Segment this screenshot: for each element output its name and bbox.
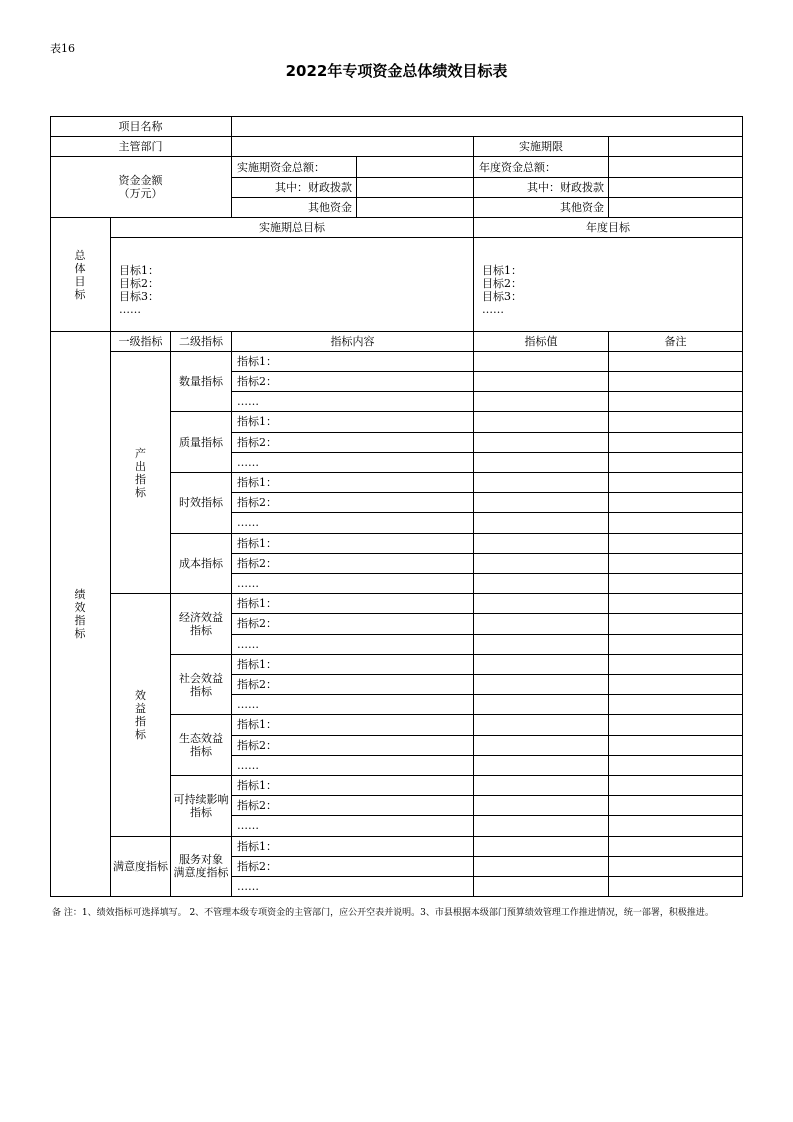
level2-cell: 质量指标 <box>171 412 232 473</box>
dept-label: 主管部门 <box>50 137 232 157</box>
indicator-value[interactable] <box>474 554 609 574</box>
indicator-note[interactable] <box>609 715 743 735</box>
other-label-period: 其他资金 <box>232 198 357 218</box>
indicator-value[interactable] <box>474 816 609 836</box>
indicator-value[interactable] <box>474 574 609 594</box>
funds-label: 资金金额 （万元） <box>50 157 232 218</box>
indicator-content[interactable]: 指标2： <box>232 857 474 877</box>
indicator-note[interactable] <box>609 352 743 372</box>
indicator-note[interactable] <box>609 877 743 897</box>
period-label: 实施期限 <box>474 137 609 157</box>
indicator-note[interactable] <box>609 857 743 877</box>
indicator-content[interactable]: 指标1： <box>232 412 474 432</box>
fiscal-label-period: 其中：财政拨款 <box>232 178 357 198</box>
col-value: 指标值 <box>474 332 609 352</box>
level2-cell: 服务对象 满意度指标 <box>171 837 232 898</box>
annual-goal-body[interactable] <box>474 238 743 332</box>
indicator-note[interactable] <box>609 695 743 715</box>
indicator-value[interactable] <box>474 756 609 776</box>
level2-cell: 可持续影响 指标 <box>171 776 232 837</box>
indicator-value[interactable] <box>474 635 609 655</box>
indicator-note[interactable] <box>609 493 743 513</box>
level2-cell: 数量指标 <box>171 352 232 412</box>
col-content: 指标内容 <box>232 332 474 352</box>
level1-cell: 满意度指标 <box>111 837 171 898</box>
metrics-label: 绩 效 指 标 <box>50 332 111 897</box>
level2-cell: 社会效益 指标 <box>171 655 232 716</box>
level2-cell: 经济效益 指标 <box>171 594 232 655</box>
indicator-note[interactable] <box>609 412 743 432</box>
indicator-value[interactable] <box>474 433 609 453</box>
annual-total-field[interactable] <box>609 157 743 178</box>
indicator-content[interactable]: 指标2： <box>232 736 474 756</box>
indicator-content[interactable]: 指标2： <box>232 372 474 392</box>
indicator-note[interactable] <box>609 574 743 594</box>
indicator-note[interactable] <box>609 736 743 756</box>
indicator-value[interactable] <box>474 614 609 634</box>
indicator-content[interactable]: …… <box>232 392 474 412</box>
indicator-value[interactable] <box>474 837 609 857</box>
level2-cell: 成本指标 <box>171 534 232 595</box>
indicator-note[interactable] <box>609 433 743 453</box>
indicator-content[interactable]: 指标2： <box>232 675 474 695</box>
col-level1: 一级指标 <box>111 332 171 352</box>
indicator-value[interactable] <box>474 736 609 756</box>
level1-cell: 效 益 指 标 <box>111 594 171 836</box>
period-total-label: 实施期资金总额： <box>232 157 357 178</box>
indicator-value[interactable] <box>474 877 609 897</box>
indicator-content[interactable]: 指标1： <box>232 534 474 554</box>
indicator-note[interactable] <box>609 756 743 776</box>
fiscal-field-period[interactable] <box>357 178 474 198</box>
indicator-note[interactable] <box>609 392 743 412</box>
indicator-note[interactable] <box>609 816 743 836</box>
annual-goal-header: 年度目标 <box>474 218 743 238</box>
project-name-label: 项目名称 <box>50 116 232 137</box>
indicator-content[interactable]: …… <box>232 574 474 594</box>
indicator-value[interactable] <box>474 392 609 412</box>
other-field-period[interactable] <box>357 198 474 218</box>
fiscal-field-annual[interactable] <box>609 178 743 198</box>
level1-cell: 产 出 指 标 <box>111 352 171 594</box>
indicator-note[interactable] <box>609 776 743 796</box>
indicator-note[interactable] <box>609 655 743 675</box>
indicator-value[interactable] <box>474 473 609 493</box>
level2-cell: 生态效益 指标 <box>171 715 232 776</box>
indicator-value[interactable] <box>474 453 609 473</box>
indicator-content[interactable]: …… <box>232 756 474 776</box>
indicator-note[interactable] <box>609 594 743 614</box>
indicator-note[interactable] <box>609 635 743 655</box>
goal-item: 目标2： <box>482 276 522 290</box>
indicator-note[interactable] <box>609 554 743 574</box>
indicator-content[interactable]: …… <box>232 635 474 655</box>
goal-item: 目标3： <box>119 289 159 303</box>
indicator-content[interactable]: 指标2： <box>232 554 474 574</box>
indicator-note[interactable] <box>609 473 743 493</box>
indicator-content[interactable]: 指标2： <box>232 796 474 816</box>
indicator-content[interactable]: …… <box>232 695 474 715</box>
indicator-content[interactable]: 指标1： <box>232 473 474 493</box>
goal-item: 目标3： <box>482 289 522 303</box>
other-label-annual: 其他资金 <box>474 198 609 218</box>
indicator-value[interactable] <box>474 534 609 554</box>
project-name-field[interactable] <box>232 116 743 137</box>
indicator-value[interactable] <box>474 776 609 796</box>
period-field[interactable] <box>609 137 743 157</box>
indicator-value[interactable] <box>474 594 609 614</box>
col-note: 备注 <box>609 332 743 352</box>
indicator-value[interactable] <box>474 675 609 695</box>
goal-item: 目标1： <box>119 263 159 277</box>
indicator-content[interactable]: …… <box>232 877 474 897</box>
indicator-value[interactable] <box>474 715 609 735</box>
footer-note: 备 注：1、绩效指标可选择填写。 2、不管理本级专项资金的主管部门，应公开空表并说明。3、市县根据本级部门预算绩效管理工作推进情况，统一部署，积极推进。 <box>52 908 714 918</box>
indicator-note[interactable] <box>609 453 743 473</box>
indicator-value[interactable] <box>474 372 609 392</box>
page-title: 2022年专项资金总体绩效目标表 <box>285 62 508 80</box>
indicator-note[interactable] <box>609 534 743 554</box>
indicator-content[interactable]: 指标2： <box>232 433 474 453</box>
period-goal-header: 实施期总目标 <box>111 218 474 238</box>
indicator-content[interactable]: 指标1： <box>232 837 474 857</box>
goal-item: …… <box>482 302 504 316</box>
annual-total-label: 年度资金总额： <box>474 157 609 178</box>
indicator-content[interactable]: …… <box>232 453 474 473</box>
indicator-content[interactable]: 指标1： <box>232 776 474 796</box>
indicator-content[interactable]: 指标2： <box>232 614 474 634</box>
table-number: 表16 <box>50 42 75 55</box>
indicator-note[interactable] <box>609 796 743 816</box>
indicator-content[interactable]: …… <box>232 816 474 836</box>
indicator-note[interactable] <box>609 614 743 634</box>
indicator-content[interactable]: 指标1： <box>232 352 474 372</box>
indicator-note[interactable] <box>609 513 743 533</box>
indicator-value[interactable] <box>474 796 609 816</box>
indicator-value[interactable] <box>474 513 609 533</box>
indicator-value[interactable] <box>474 352 609 372</box>
indicator-value[interactable] <box>474 412 609 432</box>
goal-item: …… <box>119 302 141 316</box>
indicator-value[interactable] <box>474 493 609 513</box>
col-level2: 二级指标 <box>171 332 232 352</box>
goal-item: 目标2： <box>119 276 159 290</box>
indicator-value[interactable] <box>474 695 609 715</box>
fiscal-label-annual: 其中：财政拨款 <box>474 178 609 198</box>
goal-item: 目标1： <box>482 263 522 277</box>
indicator-value[interactable] <box>474 655 609 675</box>
overall-goals-label: 总 体 目 标 <box>50 218 111 332</box>
indicator-note[interactable] <box>609 837 743 857</box>
indicator-content[interactable]: 指标1： <box>232 715 474 735</box>
indicator-note[interactable] <box>609 372 743 392</box>
indicator-content[interactable]: 指标1： <box>232 655 474 675</box>
period-goal-body[interactable] <box>111 238 474 332</box>
other-field-annual[interactable] <box>609 198 743 218</box>
indicator-content[interactable]: …… <box>232 513 474 533</box>
indicator-content[interactable]: 指标1： <box>232 594 474 614</box>
dept-field[interactable] <box>232 137 474 157</box>
period-total-field[interactable] <box>357 157 474 178</box>
level2-cell: 时效指标 <box>171 473 232 534</box>
indicator-content[interactable]: 指标2： <box>232 493 474 513</box>
indicator-note[interactable] <box>609 675 743 695</box>
indicator-value[interactable] <box>474 857 609 877</box>
